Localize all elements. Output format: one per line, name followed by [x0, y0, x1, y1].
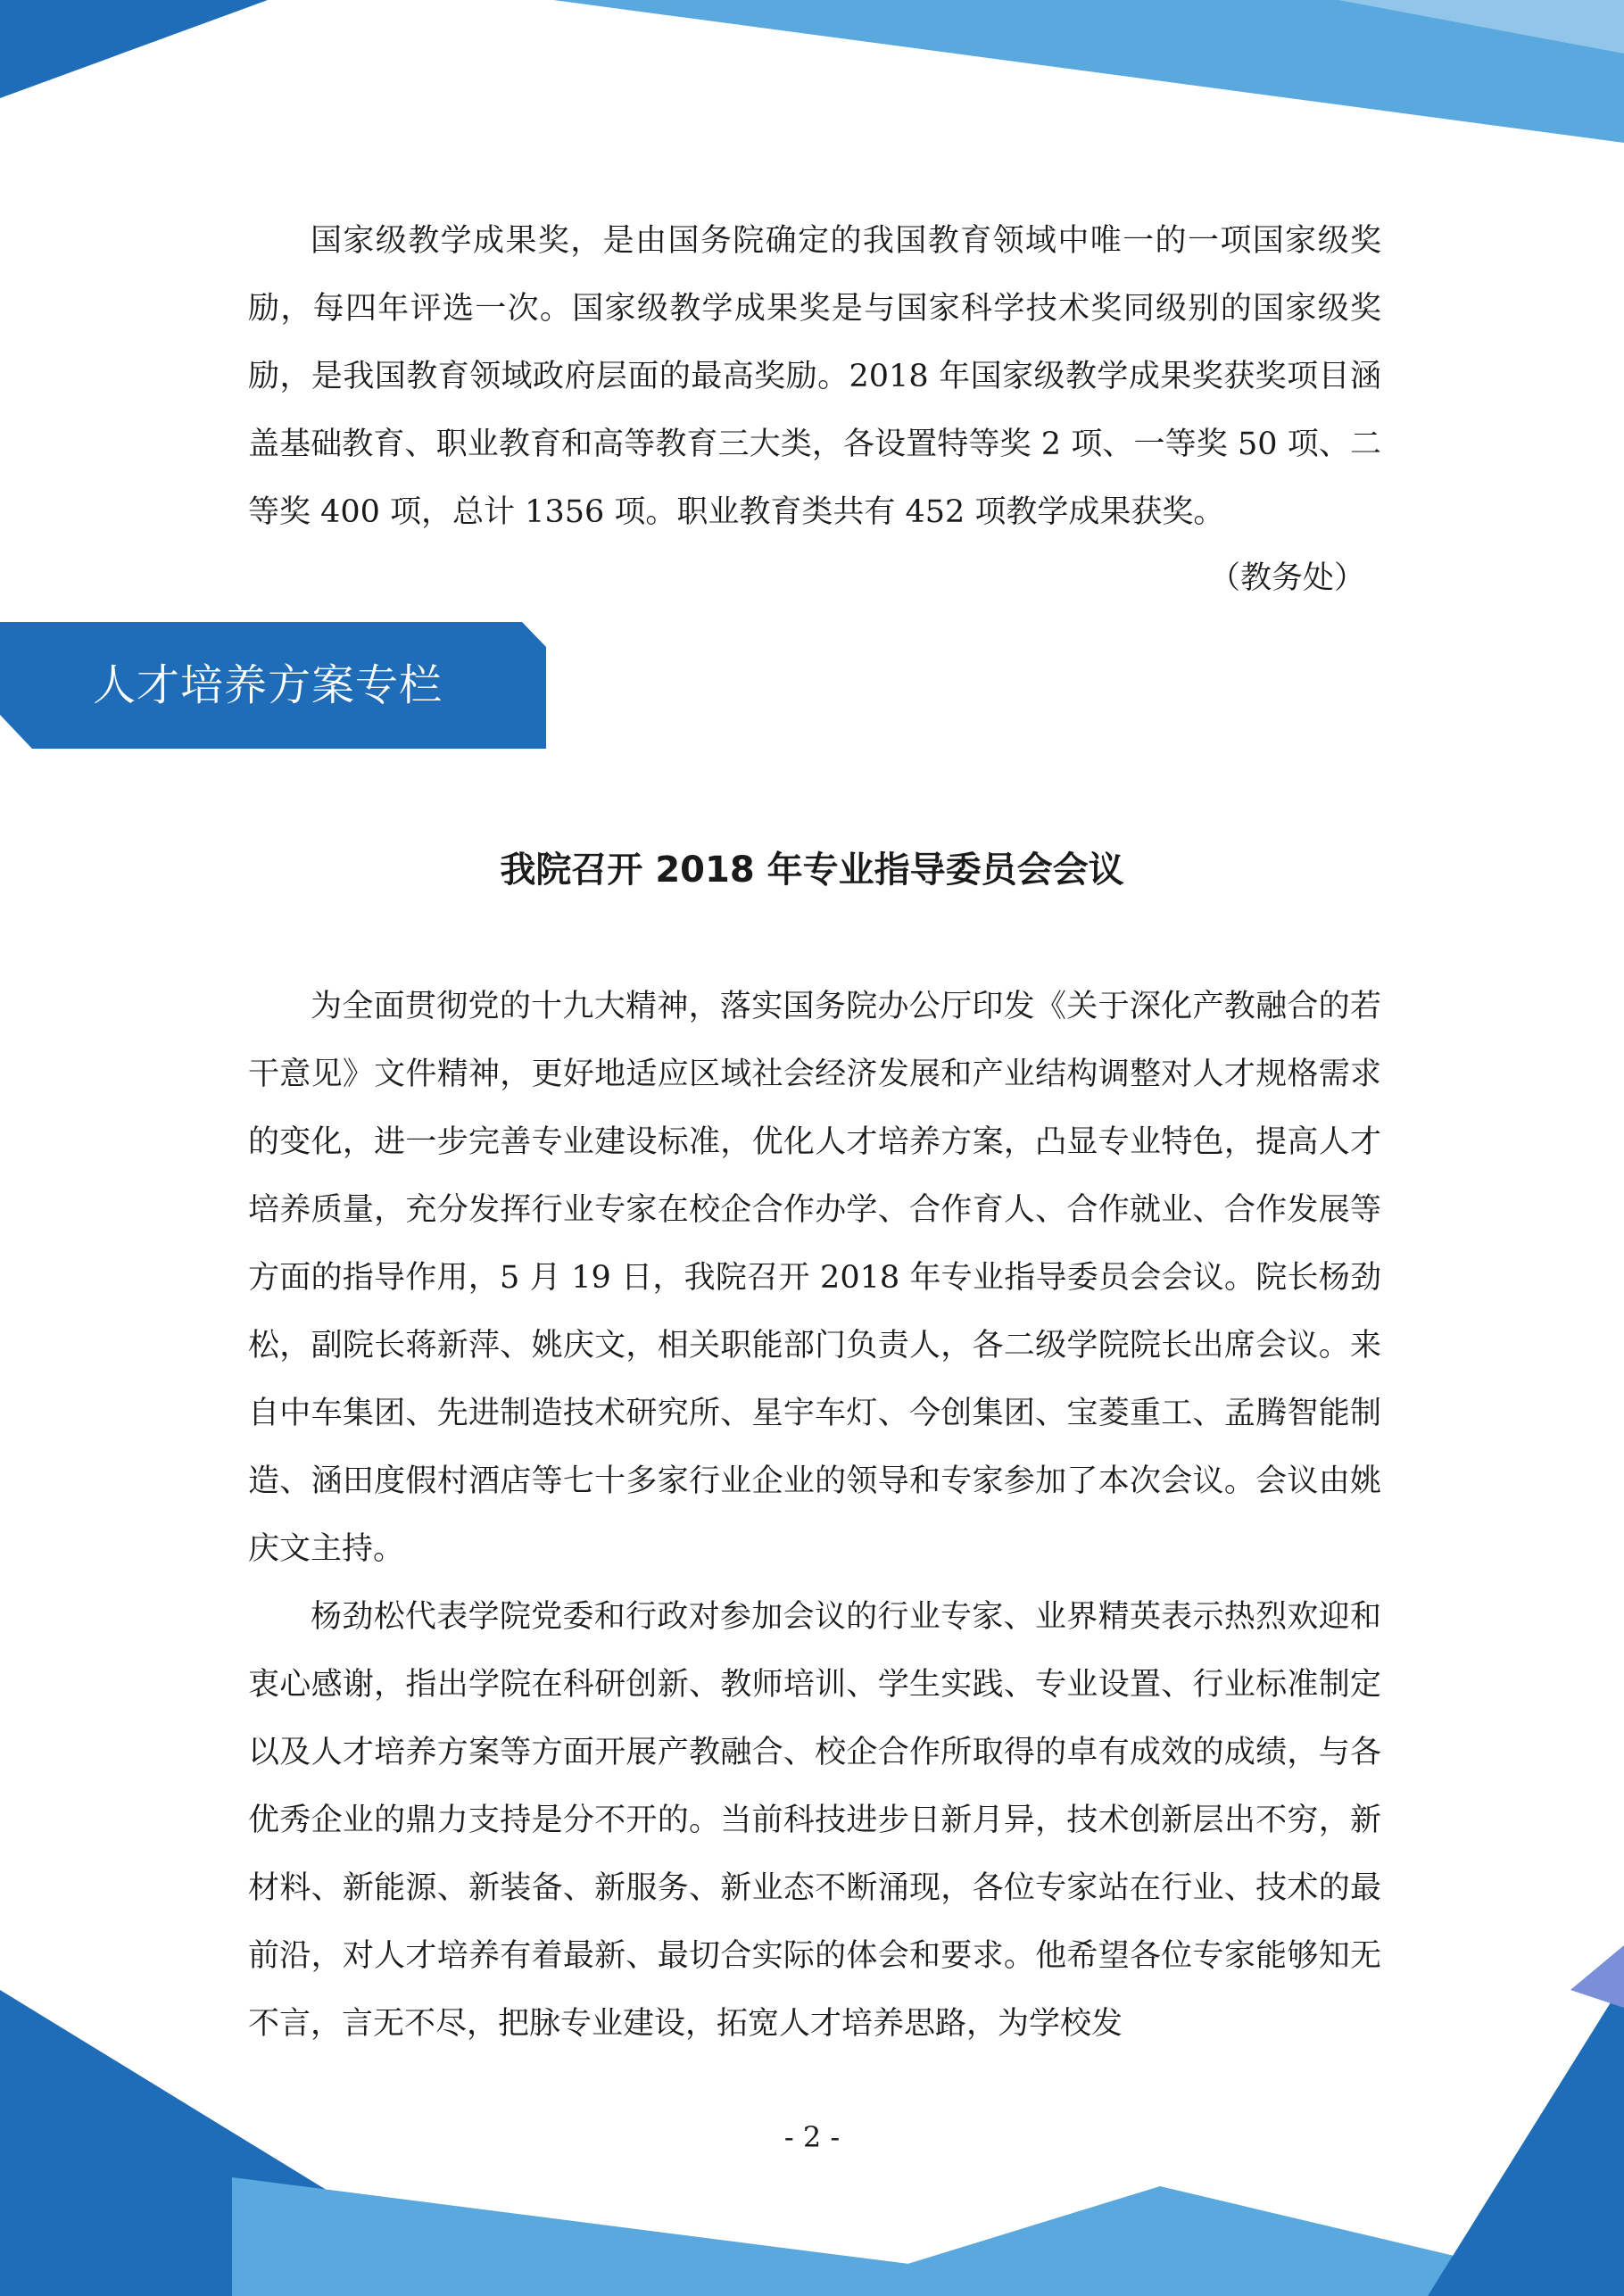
column-banner [0, 622, 546, 749]
article-paragraph: 杨劲松代表学院党委和行政对参加会议的行业专家、业界精英表示热烈欢迎和衷心感谢，指出学院在科研创新、教师培训、学生实践、专业设置、行业标准制定以及人才培养方案等方面开展产教融合、校企合作所取得的卓有成效的成绩，与各优秀企业的鼎力支持是分不开的。当前科技进步日新月异，技术创新层出不穷，新材料、新能源、新装备、新服务、新业态不断涌现，各位专家站在行业、技术的最前沿，对人才培养有着最新、最切合实际的体会和要求。他希望各位专家能够知无不言，言无不尽，把脉专业建设，拓宽人才培养思路，为学校发 [248, 1599, 1381, 2042]
intro-signature: （教务处） [1208, 560, 1365, 596]
article-title: 我院召开 2018 年专业指导委员会会议 [500, 850, 1124, 891]
intro-paragraph: 国家级教学成果奖，是由国务院确定的我国教育领域中唯一的一项国家级奖励，每四年评选一次。国家级教学成果奖是与国家科学技术奖同级别的国家级奖励，是我国教育领域政府层面的最高奖励。2018 年国家级教学成果奖获奖项目涵盖基础教育、职业教育和高等教育三大类，各设置特等奖 2 项、一等奖 50 项、二等奖 400 项，总计 1356 项。职业教育类共有 452 项教学成果获奖。 [248, 223, 1381, 530]
column-banner-label: 人才培养方案专栏 [93, 660, 443, 710]
article-paragraph: 为全面贯彻党的十九大精神，落实国务院办公厅印发《关于深化产教融合的若干意见》文件精神，更好地适应区域社会经济发展和产业结构调整对人才规格需求的变化，进一步完善专业建设标准，优化人才培养方案，凸显专业特色，提高人才培养质量，充分发挥行业专家在校企合作办学、合作育人、合作就业、合作发展等方面的指导作用，5 月 19 日，我院召开 2018 年专业指导委员会会议。院长杨劲松，副院长蒋新萍、姚庆文，相关职能部门负责人，各二级学院院长出席会议。来自中车集团、先进制造技术研究所、星宇车灯、今创集团、宝菱重工、孟腾智能制造、涵田度假村酒店等七十多家行业企业的领导和专家参加了本次会议。会议由姚庆文主持。 [248, 989, 1381, 1567]
page-number: - 2 - [783, 2120, 841, 2154]
